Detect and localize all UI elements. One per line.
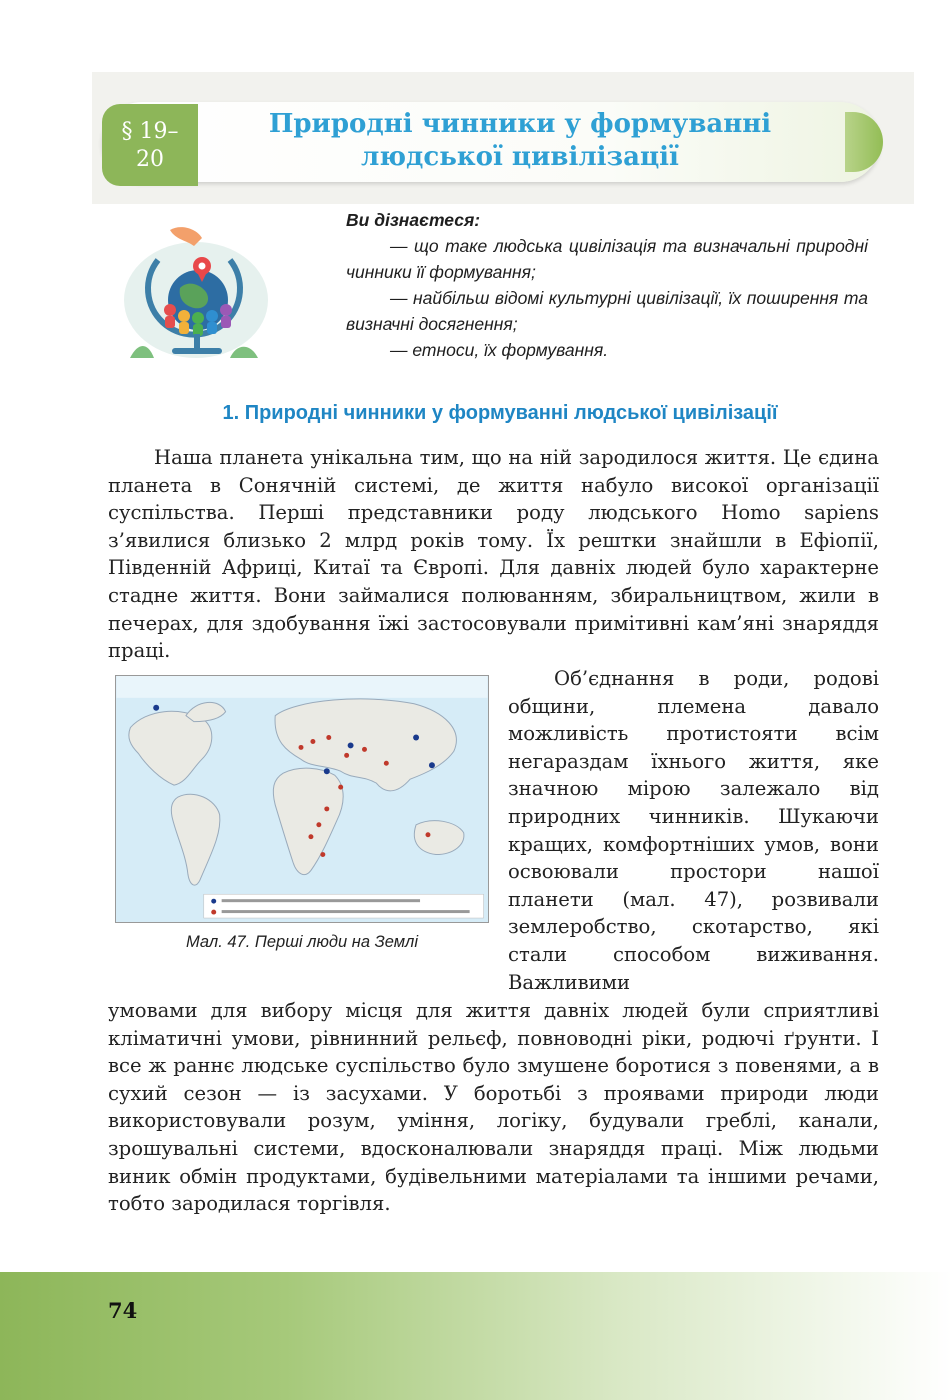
section-number-line2: 20	[136, 147, 164, 172]
learning-objectives	[346, 207, 868, 363]
world-map-figure	[115, 675, 489, 923]
section-number-line1: § 19–	[121, 119, 179, 144]
paragraph-side: Об’єднання в роди, родові общини, племена давало можливість протистояти всім негараздам їхнього життя, яке значною мірою залежало від природних чинників. Шукаючи кращих, комфортніших умов, вони освоювали простори нашої планети (мал. 47), розвивали землеробство, скотарство, які стали способом виживання. Важливими	[508, 667, 879, 994]
page-title-line1: Природні чинники у формуванні	[268, 109, 772, 139]
figure-caption: Мал. 47. Перші люди на Землі	[185, 933, 418, 951]
learning-objective-item: — найбільш відомі культурні цивілізації, їх поширення та визначні досягнення;	[346, 288, 868, 334]
footer-band	[0, 1272, 952, 1400]
learning-objectives-heading: Ви дізнаєтеся:	[346, 210, 481, 230]
page-title-line2: людської цивілізації	[361, 142, 679, 172]
learning-objective-item: — етноси, їх формування.	[390, 340, 609, 360]
learning-objective-item: — що таке людська цивілізація та визначальні природні чинники її формування;	[346, 236, 868, 282]
section-badge	[102, 104, 198, 186]
globe-illustration	[118, 222, 268, 364]
page-number: 74	[108, 1298, 138, 1323]
section-heading: 1. Природні чинники у формуванні людської цивілізації	[222, 402, 778, 424]
paragraph-continuation: умовами для вибору місця для життя давніх людей були сприятливі кліматичні умови, рівнинний рельєф, повноводні ріки, родючі ґрунти. І все ж раннє людське суспільство було змушене боротися з повенями, а в сухий сезон — із засухами. У боротьбі з проявами природи люди використовували розум, уміння, логіку, будували греблі, канали, зрошувальні системи, вдосконалювали знаряддя праці. Між людьми виник обмін продуктами, будівельними матеріалами та іншими речами, тобто зародилася торгівля.	[108, 999, 879, 1216]
paragraph-intro: Наша планета унікальна тим, що на ній зародилося життя. Це єдина планета в Сонячній системі, де життя набуло високої організації суспільства. Перші представники роду людського Homo sapiens з’явилися близько 2 млрд років тому. Їх рештки знайшли в Ефіопії, Південній Африці, Китаї та Європі. Для давніх людей було характерне стадне життя. Вони займалися полюванням, збиральництвом, жили в печерах, для здобування їжі застосовували примітивні кам’яні знаряддя праці.	[108, 446, 879, 663]
page-title	[210, 108, 830, 174]
